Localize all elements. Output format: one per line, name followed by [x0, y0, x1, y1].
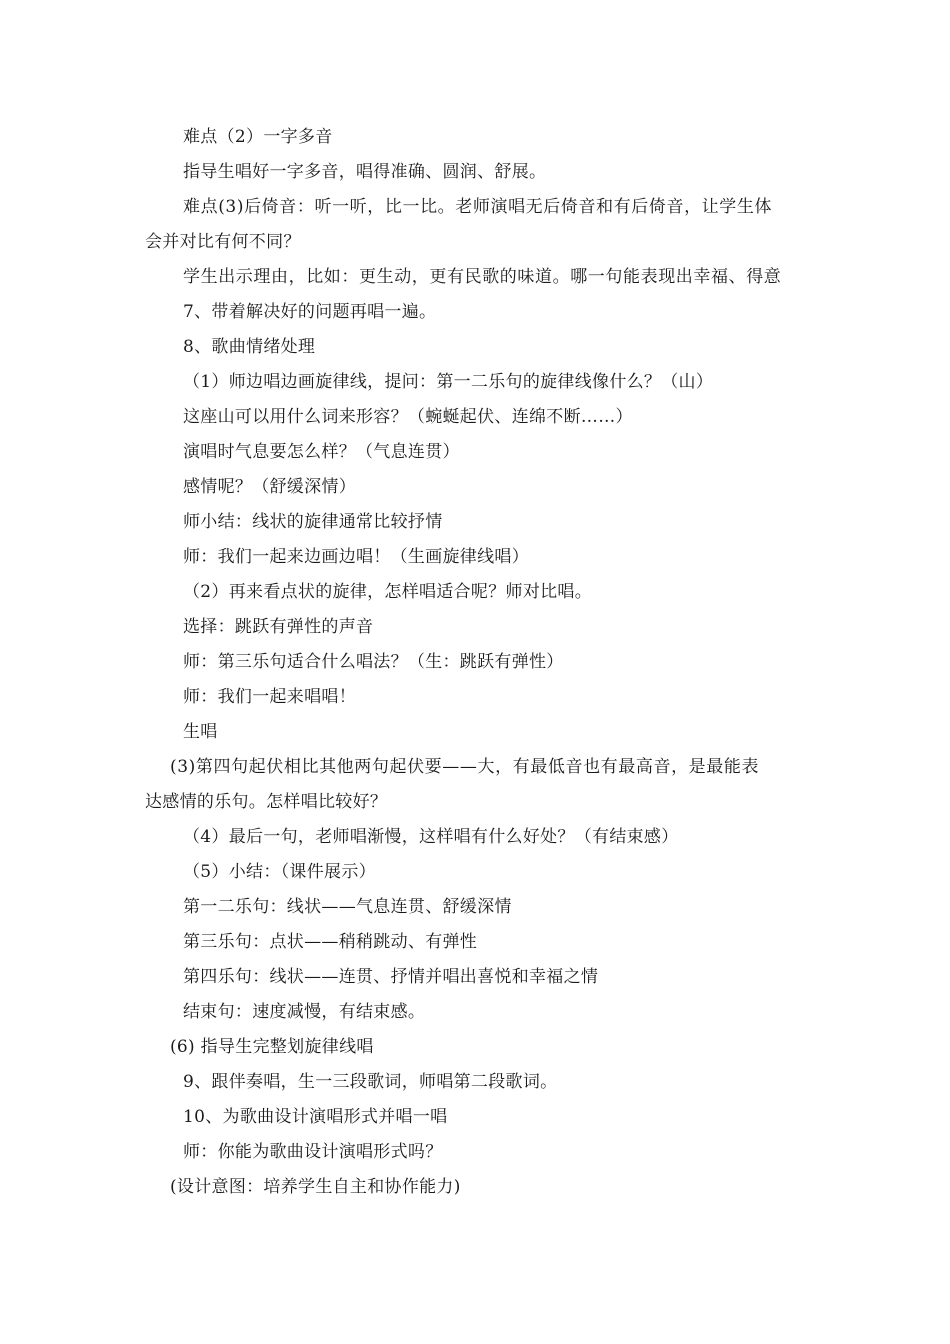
text-line: （5）小结：（课件展示） — [183, 862, 376, 882]
text-line: （2）再来看点状的旋律，怎样唱适合呢？师对比唱。 — [183, 582, 593, 602]
text-line: 7、带着解决好的问题再唱一遍。 — [183, 302, 437, 322]
text-line: 生唱 — [183, 722, 218, 742]
text-line: 这座山可以用什么词来形容？（蜿蜒起伏、连绵不断……） — [183, 407, 633, 427]
text-line: 第一二乐句：线状——气息连贯、舒缓深情 — [183, 897, 512, 917]
text-line: 8、歌曲情绪处理 — [183, 337, 316, 357]
text-line: 难点(3)后倚音：听一听，比一比。老师演唱无后倚音和有后倚音，让学生体 — [183, 197, 773, 217]
text-line: 10、为歌曲设计演唱形式并唱一唱 — [183, 1107, 448, 1127]
text-line: 师：第三乐句适合什么唱法？（生：跳跃有弹性） — [183, 652, 564, 672]
text-line: 选择：跳跃有弹性的声音 — [183, 617, 374, 637]
text-line: 指导生唱好一字多音，唱得准确、圆润、舒展。 — [183, 162, 547, 182]
text-line: （4）最后一句，老师唱渐慢，这样唱有什么好处？（有结束感） — [183, 827, 679, 847]
text-line: (设计意图：培养学生自主和协作能力) — [170, 1177, 461, 1197]
text-line: 会并对比有何不同？ — [145, 232, 301, 252]
text-line: 演唱时气息要怎么样？（气息连贯） — [183, 442, 460, 462]
text-line: 结束句：速度减慢，有结束感。 — [183, 1002, 426, 1022]
text-line: 师：我们一起来唱唱！ — [183, 687, 356, 707]
text-line: 达感情的乐句。怎样唱比较好？ — [145, 792, 388, 812]
text-line: (6) 指导生完整划旋律线唱 — [170, 1037, 374, 1057]
text-line: 师：你能为歌曲设计演唱形式吗？ — [183, 1142, 443, 1162]
text-line: 第四乐句：线状——连贯、抒情并唱出喜悦和幸福之情 — [183, 967, 599, 987]
text-line: 师小结：线状的旋律通常比较抒情 — [183, 512, 443, 532]
text-line: 学生出示理由，比如：更生动，更有民歌的味道。哪一句能表现出幸福、得意 — [183, 267, 782, 287]
text-line: 师：我们一起来边画边唱！（生画旋律线唱） — [183, 547, 529, 567]
text-line: 9、跟伴奏唱，生一三段歌词，师唱第二段歌词。 — [183, 1072, 558, 1092]
text-line: (3)第四句起伏相比其他两句起伏要——大，有最低音也有最高音，是最能表 — [170, 757, 760, 777]
text-line: （1）师边唱边画旋律线，提问：第一二乐句的旋律线像什么？（山） — [183, 372, 714, 392]
text-line: 感情呢？（舒缓深情） — [183, 477, 356, 497]
text-line: 第三乐句：点状——稍稍跳动、有弹性 — [183, 932, 478, 952]
text-line: 难点（2）一字多音 — [183, 127, 333, 147]
